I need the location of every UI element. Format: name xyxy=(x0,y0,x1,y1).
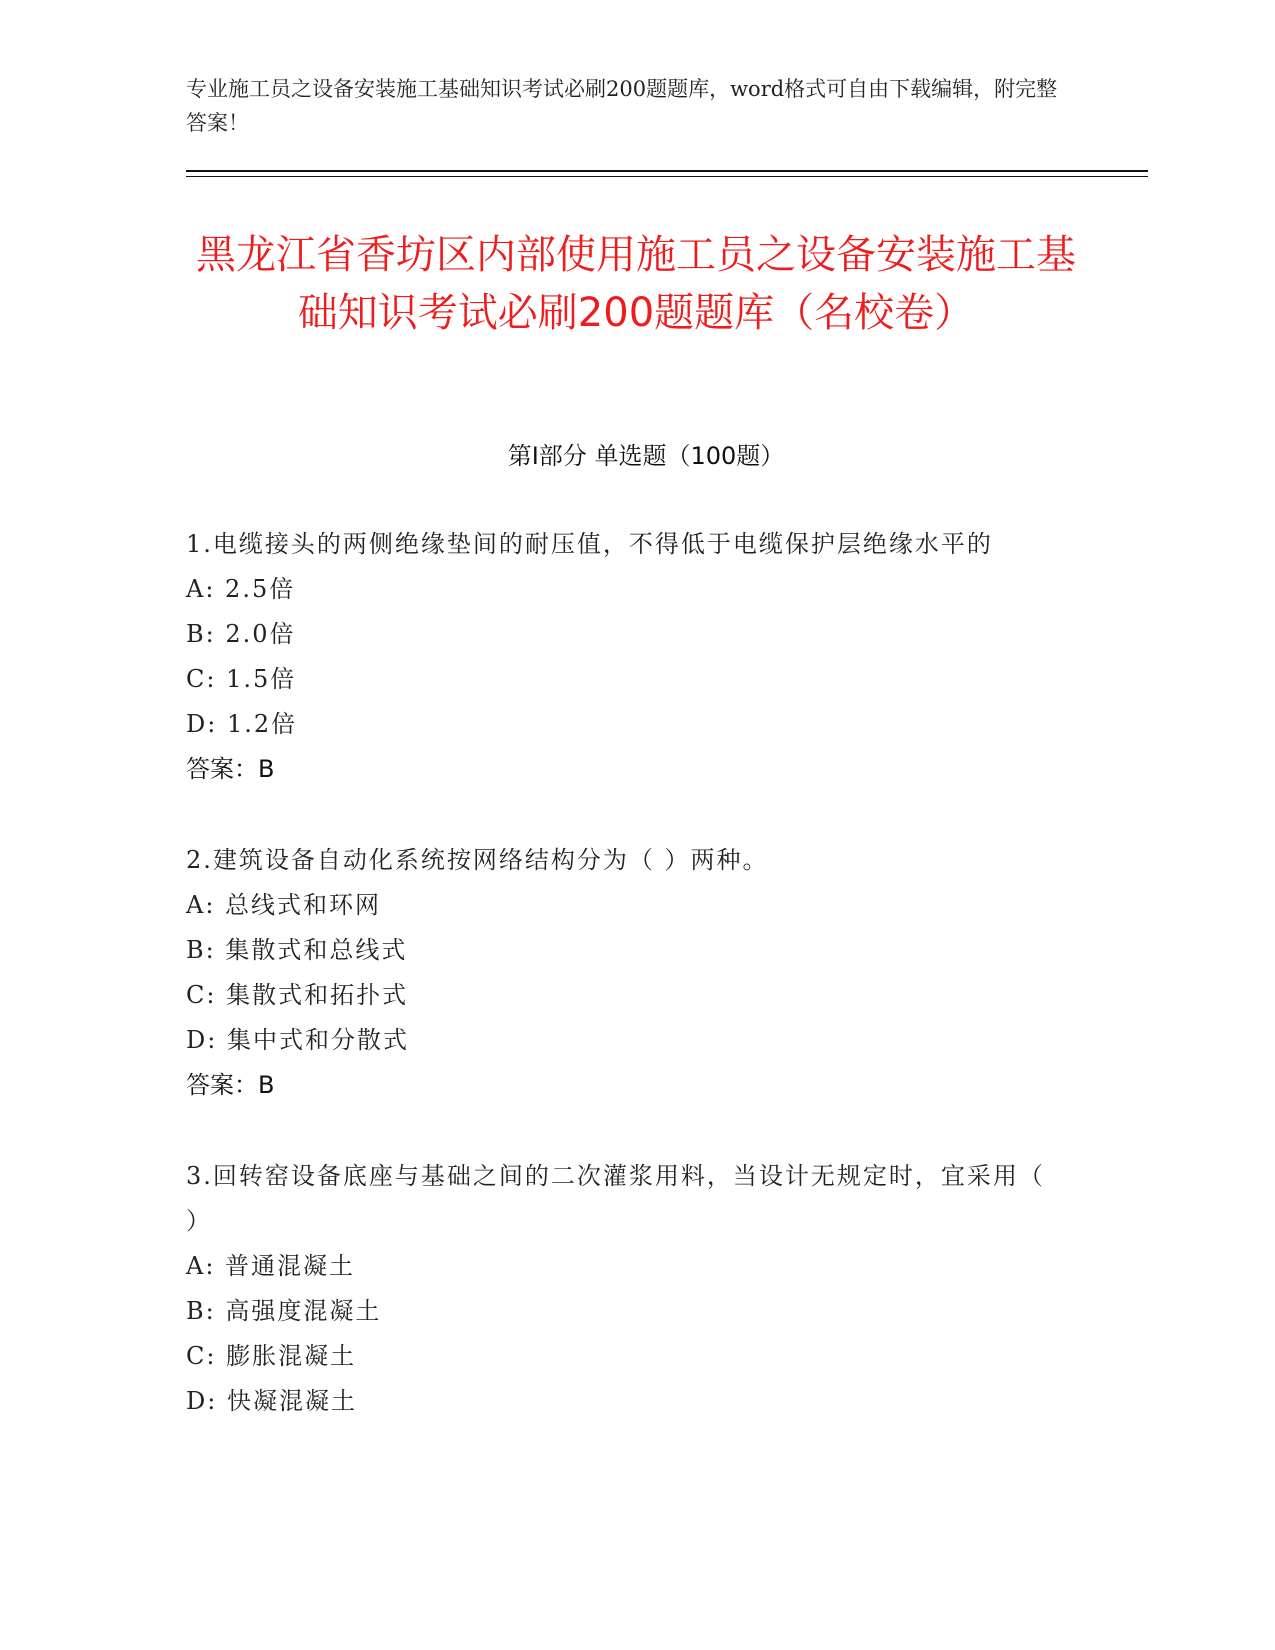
header-note: 专业施工员之设备安装施工基础知识考试必刷200题题库，word格式可自由下载编辑，附完整答案！ xyxy=(186,77,1058,135)
section-title: 第I部分 单选题（100题） xyxy=(507,442,785,470)
option-d: D: 1.2倍 xyxy=(186,710,298,738)
option-a: A: 总线式和环网 xyxy=(186,891,382,919)
option-a: A: 2.5倍 xyxy=(186,575,296,603)
answer-label: 答案：B xyxy=(186,755,275,783)
option-c: C: 集散式和拓扑式 xyxy=(186,981,409,1009)
question-list xyxy=(186,522,1066,1470)
answer-label: 答案：B xyxy=(186,1071,275,1099)
option-c: C: 膨胀混凝土 xyxy=(186,1342,357,1370)
option-b: B: 高强度混凝土 xyxy=(186,1297,382,1325)
question-stem: 1.电缆接头的两侧绝缘垫间的耐压值，不得低于电缆保护层绝缘水平的 xyxy=(186,530,993,558)
header-divider-top xyxy=(186,170,1148,172)
option-c: C: 1.5倍 xyxy=(186,665,297,693)
option-d: D: 集中式和分散式 xyxy=(186,1026,409,1054)
option-a: A: 普通混凝土 xyxy=(186,1252,356,1280)
document-title: 黑龙江省香坊区内部使用施工员之设备安装施工基础知识考试必刷200题题库（名校卷） xyxy=(196,232,1076,336)
question-item xyxy=(186,1154,1066,1424)
question-stem: 3.回转窑设备底座与基础之间的二次灌浆用料，当设计无规定时，宜采用（ ） xyxy=(186,1162,1045,1235)
question-stem: 2.建筑设备自动化系统按网络结构分为（ ）两种。 xyxy=(186,846,769,874)
option-b: B: 集散式和总线式 xyxy=(186,936,408,964)
header-divider-bottom xyxy=(186,176,1148,177)
question-item xyxy=(186,838,1066,1108)
option-b: B: 2.0倍 xyxy=(186,620,296,648)
option-d: D: 快凝混凝土 xyxy=(186,1387,357,1415)
question-item xyxy=(186,522,1066,792)
